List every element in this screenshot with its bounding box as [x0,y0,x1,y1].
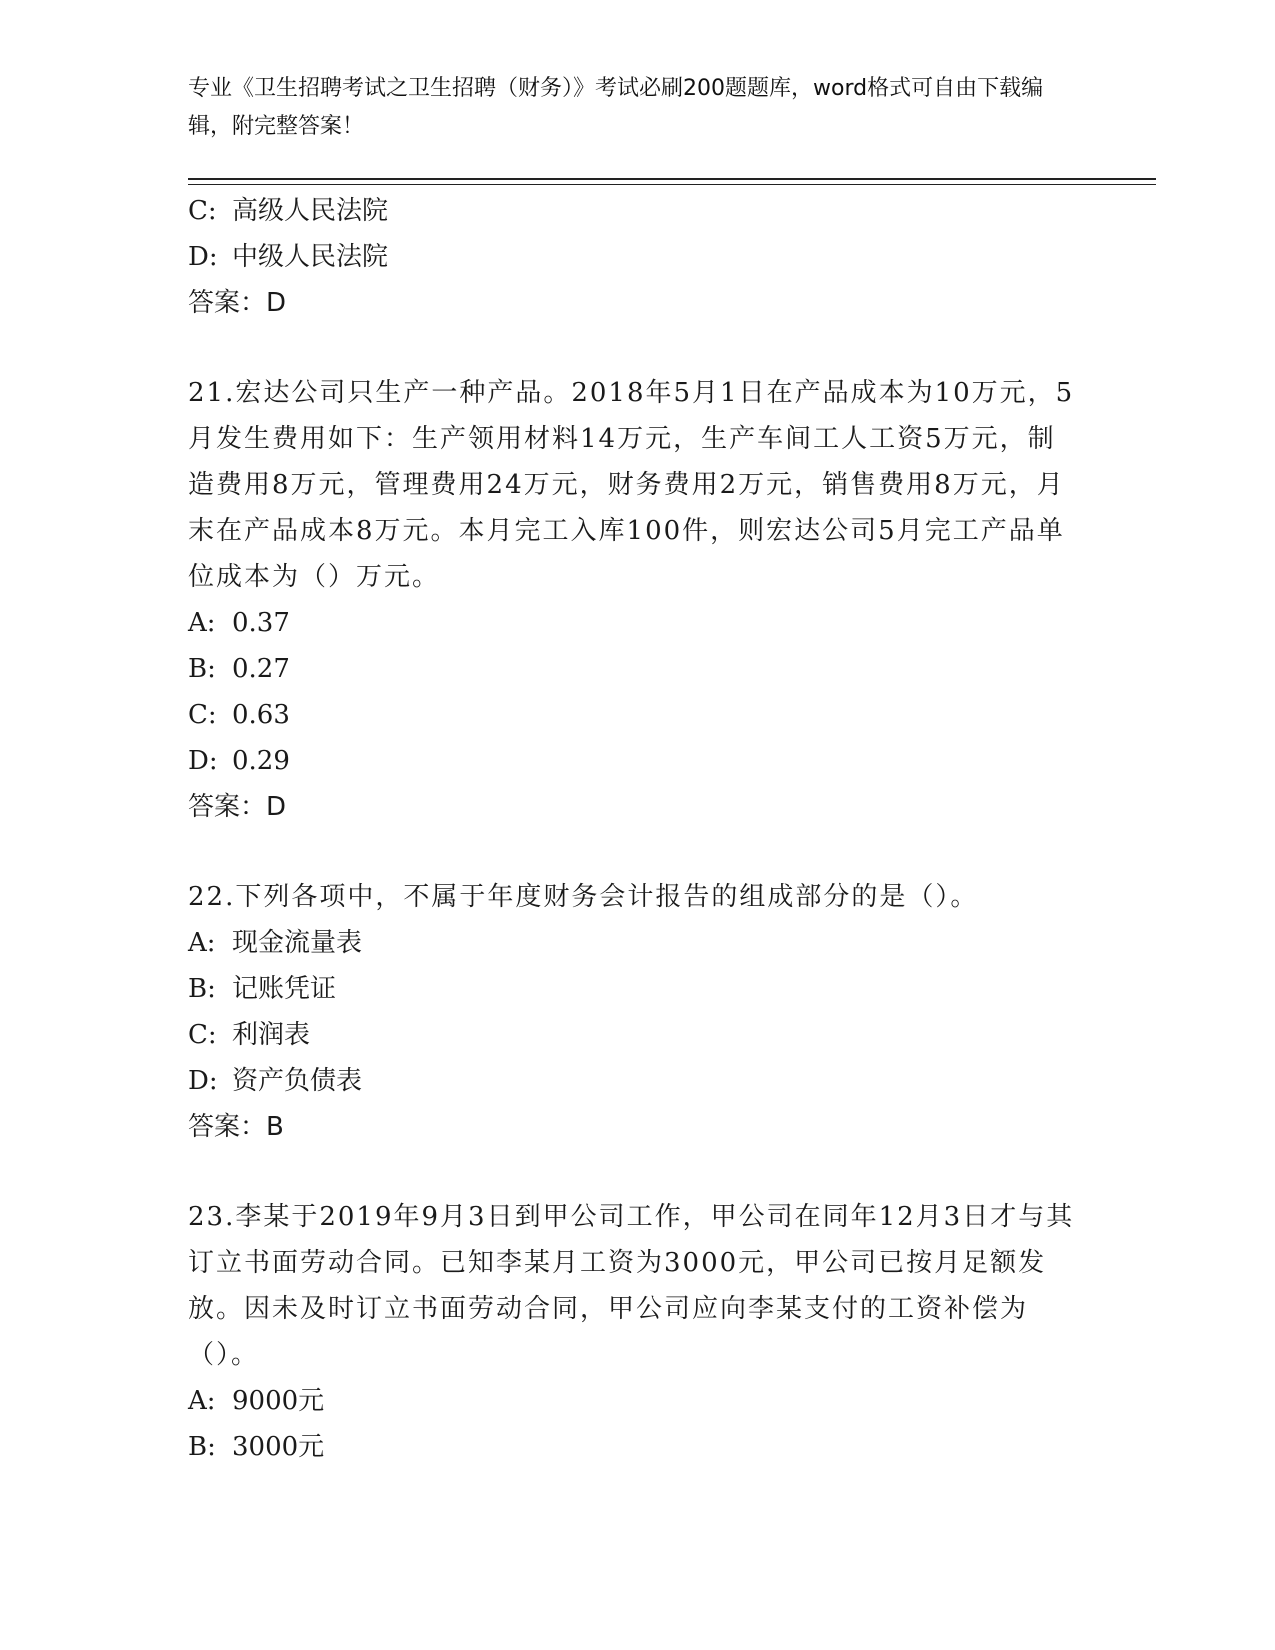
option-text: 记账凭证 [232,974,337,1004]
document-header: 专业《卫生招聘考试之卫生招聘（财务）》考试必刷200题题库，word格式可自由下载编辑，附完整答案！ [188,76,1044,139]
option-line [188,966,1078,1012]
option-label: B: [188,1432,216,1462]
option-line [188,1424,1078,1470]
option-text: 0.37 [232,608,290,638]
option-line [188,692,1078,738]
answer-line: 答案：D [188,288,287,318]
header-rule-thick [188,178,1156,180]
option-label: C: [188,1020,217,1050]
option-text: 3000元 [232,1432,325,1462]
option-label: D: [188,242,218,272]
question-text: 21.宏达公司只生产一种产品。2018年5月1日在产品成本为10万元，5月发生费用如下：生产领用材料14万元，生产车间工人工资5万元，制造费用8万元，管理费用24万元，财务费用2万元，销售费用8万元，月末在产品成本8万元。本月完工入库100件，则宏达公司5月完工产品单位成本为（）万元。 [188,378,1075,592]
option-line [188,646,1078,692]
option-text: 0.29 [232,746,290,776]
option-label: D: [188,746,218,776]
question-text: 22.下列各项中，不属于年度财务会计报告的组成部分的是（）。 [188,882,979,912]
option-label: A: [188,928,216,958]
option-label: C: [188,700,217,730]
option-text: 9000元 [232,1386,325,1416]
option-line [188,920,1078,966]
option-text: 中级人民法院 [232,242,389,272]
option-label: A: [188,608,216,638]
answer-line: 答案：D [188,792,287,822]
option-line [188,1058,1078,1104]
spacer [188,830,1078,874]
option-label: D: [188,1066,218,1096]
option-text: 利润表 [232,1020,311,1050]
option-text: 0.27 [232,654,290,684]
option-line [188,1012,1078,1058]
option-line [188,188,1078,234]
option-label: C: [188,196,217,226]
option-text: 资产负债表 [232,1066,363,1096]
question-content [188,188,1078,1470]
option-line [188,600,1078,646]
option-text: 高级人民法院 [232,196,389,226]
option-line [188,234,1078,280]
question-text: 23.李某于2019年9月3日到甲公司工作，甲公司在同年12月3日才与其订立书面劳动合同。已知李某月工资为3000元，甲公司已按月足额发放。因未及时订立书面劳动合同，甲公司应向李某支付的工资补偿为（）。 [188,1202,1075,1370]
answer-line: 答案：B [188,1112,284,1142]
spacer [188,326,1078,370]
option-text: 0.63 [232,700,290,730]
header-rule-thin [188,184,1156,185]
option-line [188,1378,1078,1424]
option-label: B: [188,974,216,1004]
option-line [188,738,1078,784]
option-text: 现金流量表 [232,928,363,958]
option-label: B: [188,654,216,684]
option-label: A: [188,1386,216,1416]
spacer [188,1150,1078,1194]
